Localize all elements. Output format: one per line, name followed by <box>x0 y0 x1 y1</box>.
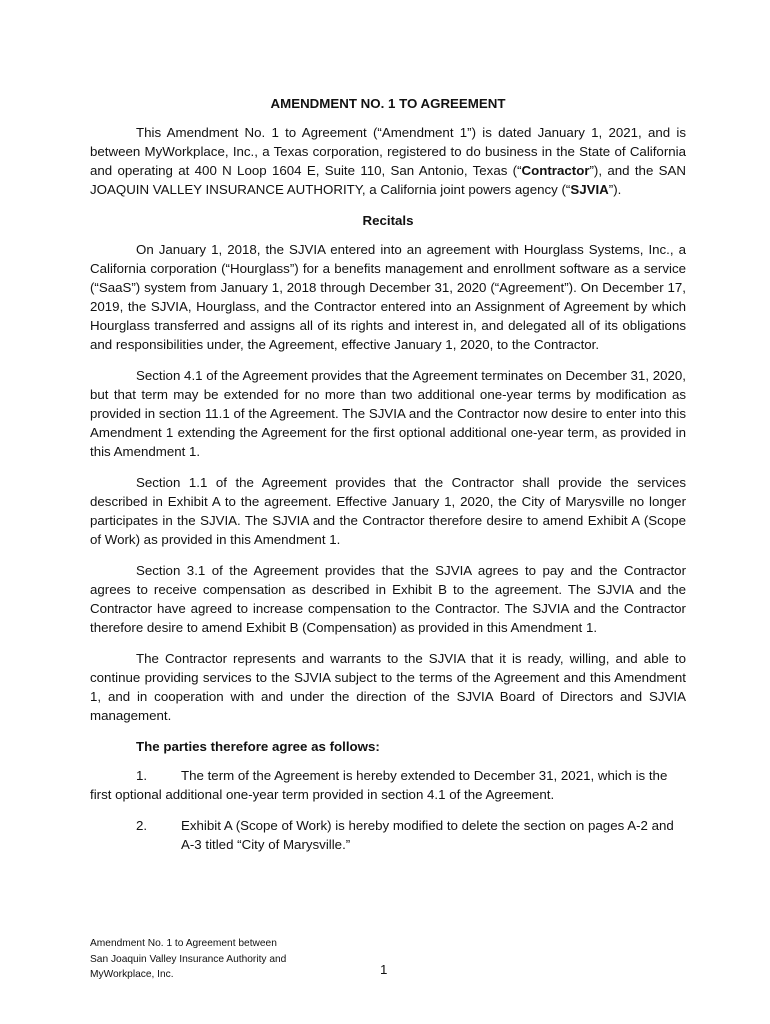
footer-line: Amendment No. 1 to Agreement between <box>90 938 277 949</box>
sjvia-defined-term: SJVIA <box>570 182 609 197</box>
intro-paragraph <box>90 123 686 199</box>
page-footer <box>90 936 286 983</box>
contractor-defined-term: Contractor <box>521 163 590 178</box>
footer-line: San Joaquin Valley Insurance Authority and <box>90 953 287 965</box>
document-title: AMENDMENT NO. 1 TO AGREEMENT <box>270 96 506 111</box>
recital-paragraph: The Contractor represents and warrants to the SJVIA that it is ready, willing, and able to continue providing services to the SJVIA subject to the terms of the Agreement and this Amendment 1, and in cooperation with and under the direction of the SJVIA Board of Directors and SJVIA management. <box>90 651 686 723</box>
item-number: 2. <box>136 818 148 833</box>
recitals-heading: Recitals <box>362 213 414 228</box>
recital-paragraph: Section 1.1 of the Agreement provides that the Contractor shall provide the services described in Exhibit A to the agreement. Effective January 1, 2020, the City of Marysville no longer participates in the SJVIA. The SJVIA and the Contractor therefore desire to amend Exhibit A (Scope of Work) as provided in this Amendment 1. <box>90 475 686 547</box>
item-text: The term of the Agreement is hereby extended to December 31, 2021, which is the first optional additional one-year term provided in section 4.1 of the Agreement. <box>90 768 668 802</box>
agreement-heading: The parties therefore agree as follows: <box>136 739 380 754</box>
document-body <box>90 94 686 866</box>
intro-text-part2: ”), and the SAN JOAQUIN VALLEY INSURANCE AUTHORITY, a California joint powers agency (“ <box>90 163 686 197</box>
footer-line: MyWorkplace, Inc. <box>90 969 174 980</box>
recital-paragraph: Section 3.1 of the Agreement provides that the SJVIA agrees to pay and the Contractor agrees to receive compensation as described in Exhibit B to the agreement. The SJVIA and the Contractor have agreed to increase compensation to the Contractor. The SJVIA and the Contractor therefore desire to amend Exhibit B (Compensation) as provided in this Amendment 1. <box>90 563 686 635</box>
agreement-item <box>90 816 686 854</box>
page-number: 1 <box>380 962 388 977</box>
item-number: 1. <box>136 768 148 783</box>
agreement-item <box>90 766 686 804</box>
item-text: Exhibit A (Scope of Work) is hereby modified to delete the section on pages A-2 and A-3 titled “City of Marysville.” <box>181 818 674 852</box>
intro-text-part1: This Amendment No. 1 to Agreement (“Amendment 1”) is dated January 1, 2021, and is between MyWorkplace, Inc., a Texas corporation, registered to do business in the State of California and operating at 400 N Loop 1604 E, Suite 110, San Antonio, Texas (“ <box>90 125 686 178</box>
intro-text-part3: ”). <box>608 182 622 197</box>
recital-paragraph: On January 1, 2018, the SJVIA entered into an agreement with Hourglass Systems, Inc., a California corporation (“Hourglass”) for a benefits management and enrollment software as a service (“SaaS”) system from January 1, 2018 through December 31, 2020 (“Agreement”). On December 17, 2019, the SJVIA, Hourglass, and the Contractor entered into an Assignment of Agreement by which Hourglass transferred and assigns all of its rights and interest in, and delegated all of its obligations and responsibilities under, the Agreement, effective January 1, 2020, to the Contractor. <box>90 242 686 352</box>
recital-paragraph: Section 4.1 of the Agreement provides that the Agreement terminates on December 31, 2020, but that term may be extended for no more than two additional one-year terms by modification as provided in section 11.1 of the Agreement. The SJVIA and the Contractor now desire to enter into this Amendment 1 extending the Agreement for the first optional additional one-year term, as provided in this Amendment 1. <box>90 368 686 459</box>
